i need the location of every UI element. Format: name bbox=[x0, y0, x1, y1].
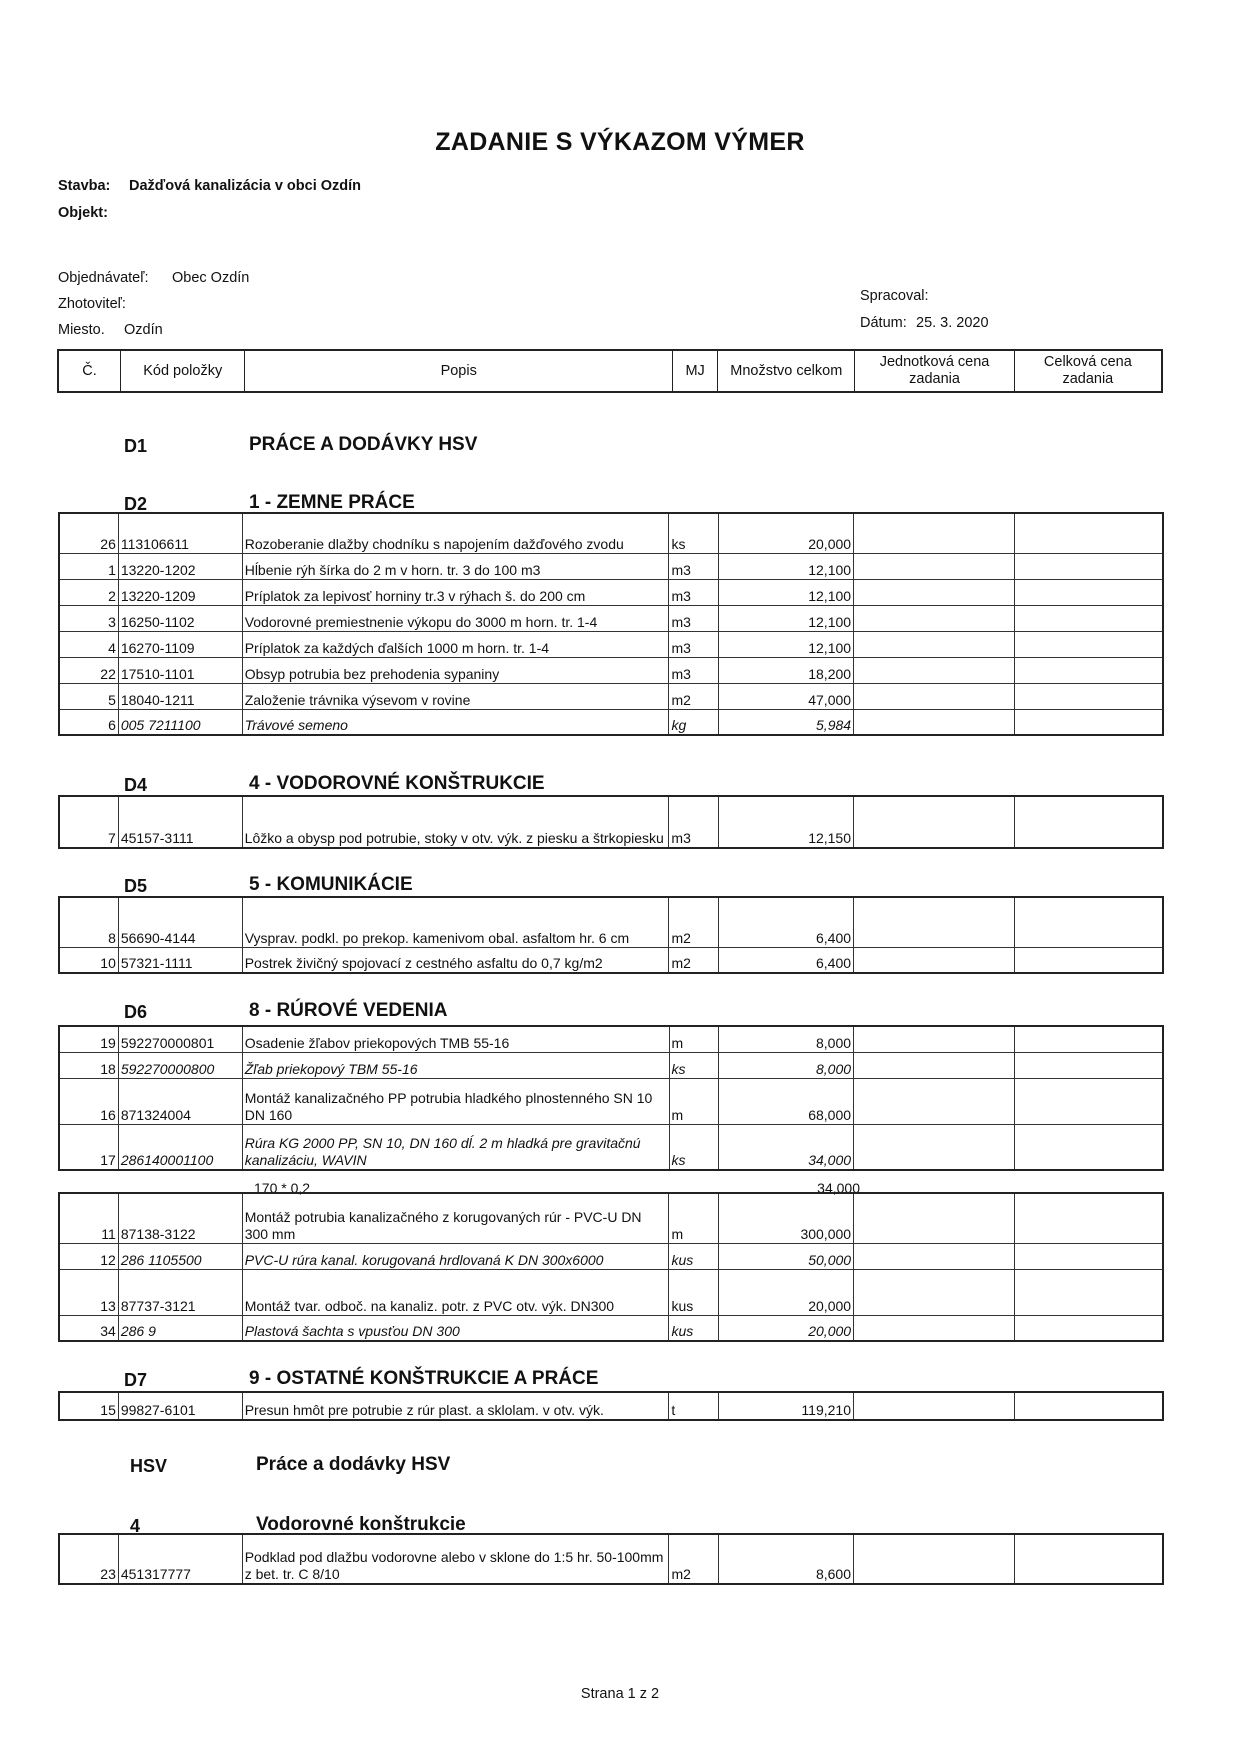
item-number: 34 bbox=[59, 1315, 118, 1341]
section-code: D7 bbox=[124, 1370, 148, 1390]
item-total-price bbox=[1015, 1392, 1163, 1420]
item-quantity: 47,000 bbox=[719, 683, 854, 709]
item-code: 87737-3121 bbox=[118, 1269, 242, 1315]
subcalc-text: 170 * 0,2 bbox=[254, 1180, 311, 1196]
item-description: Postrek živičný spojovací z cestného asfaltu do 0,7 kg/m2 bbox=[242, 947, 669, 973]
item-code: 87138-3122 bbox=[118, 1193, 242, 1243]
item-number: 18 bbox=[59, 1052, 118, 1078]
item-quantity: 6,400 bbox=[719, 897, 854, 947]
item-unit: m2 bbox=[669, 947, 719, 973]
item-number: 1 bbox=[59, 553, 118, 579]
item-unit: t bbox=[669, 1392, 719, 1420]
item-unit-price bbox=[854, 657, 1015, 683]
item-total-price bbox=[1015, 897, 1163, 947]
hsv4-code: 4 bbox=[130, 1516, 141, 1536]
item-unit-price bbox=[854, 513, 1015, 553]
item-number: 11 bbox=[59, 1193, 118, 1243]
item-description: Presun hmôt pre potrubie z rúr plast. a sklolam. v otv. výk. bbox=[242, 1392, 669, 1420]
item-unit: m3 bbox=[669, 796, 719, 848]
table-row bbox=[59, 1243, 1163, 1269]
item-total-price bbox=[1015, 553, 1163, 579]
item-quantity: 119,210 bbox=[719, 1392, 854, 1420]
item-number: 17 bbox=[59, 1124, 118, 1170]
item-total-price bbox=[1015, 605, 1163, 631]
section-code: D2 bbox=[124, 494, 148, 514]
item-total-price bbox=[1015, 1534, 1163, 1584]
objekt-label: Objekt: bbox=[58, 205, 108, 221]
item-unit: m bbox=[669, 1026, 719, 1052]
item-unit: kus bbox=[669, 1269, 719, 1315]
item-description: Príplatok za každých ďalších 1000 m horn. tr. 1-4 bbox=[242, 631, 669, 657]
section-code: D4 bbox=[124, 775, 148, 795]
section-name: 8 - RÚROVÉ VEDENIA bbox=[249, 1000, 448, 1021]
item-description: Obsyp potrubia bez prehodenia sypaniny bbox=[242, 657, 669, 683]
item-unit: ks bbox=[669, 513, 719, 553]
item-unit: ks bbox=[669, 1052, 719, 1078]
item-description: Lôžko a obysp pod potrubie, stoky v otv. výk. z piesku a štrkopiesku bbox=[242, 796, 669, 848]
table-row bbox=[59, 897, 1163, 947]
datum-value: 25. 3. 2020 bbox=[916, 315, 989, 331]
item-total-price bbox=[1015, 683, 1163, 709]
item-quantity: 12,100 bbox=[719, 553, 854, 579]
item-unit: m3 bbox=[669, 579, 719, 605]
table-row bbox=[59, 1269, 1163, 1315]
table-row bbox=[59, 1193, 1163, 1243]
item-unit-price bbox=[854, 1243, 1015, 1269]
zhotovitel-label: Zhotoviteľ: bbox=[58, 296, 126, 312]
miesto-value: Ozdín bbox=[124, 322, 163, 338]
table-row bbox=[59, 1052, 1163, 1078]
item-unit-price bbox=[853, 1392, 1014, 1420]
item-unit: m2 bbox=[669, 897, 719, 947]
item-total-price bbox=[1015, 631, 1163, 657]
miesto-label: Miesto. bbox=[58, 322, 105, 338]
table-row bbox=[59, 1078, 1163, 1124]
item-description: Vodorovné premiestnenie výkopu do 3000 m horn. tr. 1-4 bbox=[242, 605, 669, 631]
item-number: 10 bbox=[59, 947, 118, 973]
item-number: 3 bbox=[59, 605, 118, 631]
section-d5-table bbox=[58, 896, 1164, 974]
item-description: Žľab priekopový TBM 55-16 bbox=[242, 1052, 669, 1078]
item-unit: m bbox=[669, 1078, 719, 1124]
item-description: Založenie trávnika výsevom v rovine bbox=[242, 683, 669, 709]
table-row bbox=[59, 947, 1163, 973]
section-name: 9 - OSTATNÉ KONŠTRUKCIE A PRÁCE bbox=[249, 1368, 599, 1389]
col-c: Č. bbox=[58, 350, 121, 392]
section-d6-b-table bbox=[58, 1192, 1164, 1342]
item-quantity: 8,000 bbox=[719, 1026, 854, 1052]
subcalc-value: 34,000 bbox=[817, 1180, 860, 1196]
item-code: 113106611 bbox=[118, 513, 242, 553]
item-unit-price bbox=[854, 1026, 1015, 1052]
item-quantity: 50,000 bbox=[719, 1243, 854, 1269]
spracoval-label: Spracoval: bbox=[860, 288, 929, 304]
item-number: 12 bbox=[59, 1243, 118, 1269]
item-total-price bbox=[1015, 657, 1163, 683]
section-name: 5 - KOMUNIKÁCIE bbox=[249, 874, 413, 895]
item-description: Montáž tvar. odboč. na kanaliz. potr. z PVC otv. výk. DN300 bbox=[242, 1269, 669, 1315]
item-total-price bbox=[1015, 947, 1163, 973]
item-unit: kus bbox=[669, 1243, 719, 1269]
item-total-price bbox=[1015, 796, 1163, 848]
item-quantity: 12,100 bbox=[719, 631, 854, 657]
col-cc: Celková cena zadania bbox=[1014, 350, 1162, 392]
hsv4-table bbox=[58, 1533, 1164, 1585]
item-description: Montáž potrubia kanalizačného z korugovaných rúr - PVC-U DN 300 mm bbox=[242, 1193, 669, 1243]
item-code: 16270-1109 bbox=[118, 631, 242, 657]
item-total-price bbox=[1015, 709, 1163, 735]
item-unit-price bbox=[854, 1534, 1015, 1584]
item-unit: m bbox=[669, 1193, 719, 1243]
item-unit: m2 bbox=[669, 683, 719, 709]
table-row bbox=[59, 579, 1163, 605]
item-code: 286 1105500 bbox=[118, 1243, 242, 1269]
item-total-price bbox=[1015, 1124, 1163, 1170]
section-code: D6 bbox=[124, 1002, 148, 1022]
item-unit: kus bbox=[669, 1315, 719, 1341]
item-total-price bbox=[1015, 1269, 1163, 1315]
item-unit: m3 bbox=[669, 657, 719, 683]
d1-code: D1 bbox=[124, 436, 148, 456]
item-number: 8 bbox=[59, 897, 118, 947]
item-quantity: 34,000 bbox=[719, 1124, 854, 1170]
stavba-label: Stavba: bbox=[58, 178, 111, 194]
item-quantity: 5,984 bbox=[719, 709, 854, 735]
item-total-price bbox=[1015, 1193, 1163, 1243]
table-row bbox=[59, 683, 1163, 709]
item-code: 592270000801 bbox=[118, 1026, 242, 1052]
d1-name: PRÁCE A DODÁVKY HSV bbox=[249, 434, 478, 455]
item-unit-price bbox=[854, 947, 1015, 973]
item-quantity: 12,100 bbox=[719, 579, 854, 605]
table-row bbox=[59, 1124, 1163, 1170]
item-description: Plastová šachta s vpusťou DN 300 bbox=[242, 1315, 669, 1341]
table-row bbox=[59, 631, 1163, 657]
item-number: 15 bbox=[59, 1392, 118, 1420]
item-unit-price bbox=[854, 1269, 1015, 1315]
table-row bbox=[59, 1026, 1163, 1052]
item-description: Trávové semeno bbox=[242, 709, 669, 735]
item-description: Montáž kanalizačného PP potrubia hladkého plnostenného SN 10 DN 160 bbox=[242, 1078, 669, 1124]
item-unit: m3 bbox=[669, 553, 719, 579]
objednavatel-label: Objednávateľ: bbox=[58, 270, 149, 286]
col-mj: MJ bbox=[673, 350, 718, 392]
item-quantity: 8,600 bbox=[719, 1534, 854, 1584]
stavba-value: Dažďová kanalizácia v obci Ozdín bbox=[129, 178, 362, 194]
item-description: Hĺbenie rýh šírka do 2 m v horn. tr. 3 do 100 m3 bbox=[242, 553, 669, 579]
page-footer: Strana 1 z 2 bbox=[580, 1686, 660, 1702]
item-number: 23 bbox=[59, 1534, 118, 1584]
item-unit-price bbox=[854, 709, 1015, 735]
hsv-code: HSV bbox=[130, 1456, 168, 1476]
item-quantity: 20,000 bbox=[719, 1269, 854, 1315]
item-unit-price bbox=[854, 1193, 1015, 1243]
table-row bbox=[59, 796, 1163, 848]
section-d6-table bbox=[58, 1025, 1164, 1171]
table-row bbox=[59, 1392, 1163, 1420]
table-row bbox=[59, 1315, 1163, 1341]
item-code: 57321-1111 bbox=[118, 947, 242, 973]
item-total-price bbox=[1015, 1052, 1163, 1078]
table-row bbox=[59, 1534, 1163, 1584]
column-header bbox=[57, 349, 1163, 393]
item-quantity: 20,000 bbox=[719, 1315, 854, 1341]
item-code: 005 7211100 bbox=[118, 709, 242, 735]
item-code: 871324004 bbox=[118, 1078, 242, 1124]
item-code: 451317777 bbox=[118, 1534, 242, 1584]
item-unit-price bbox=[854, 1315, 1015, 1341]
item-number: 13 bbox=[59, 1269, 118, 1315]
item-code: 99827-6101 bbox=[118, 1392, 242, 1420]
item-number: 5 bbox=[59, 683, 118, 709]
col-jc: Jednotková cena zadania bbox=[855, 350, 1014, 392]
item-code: 13220-1202 bbox=[118, 553, 242, 579]
item-unit: m3 bbox=[669, 631, 719, 657]
document-title: ZADANIE S VÝKAZOM VÝMER bbox=[435, 128, 805, 156]
item-unit-price bbox=[854, 553, 1015, 579]
item-description: PVC-U rúra kanal. korugovaná hrdlovaná K DN 300x6000 bbox=[242, 1243, 669, 1269]
item-unit-price bbox=[854, 1124, 1015, 1170]
item-unit-price bbox=[854, 605, 1015, 631]
item-quantity: 8,000 bbox=[719, 1052, 854, 1078]
item-code: 17510-1101 bbox=[118, 657, 242, 683]
item-number: 2 bbox=[59, 579, 118, 605]
item-code: 18040-1211 bbox=[118, 683, 242, 709]
item-description: Osadenie žľabov priekopových TMB 55-16 bbox=[242, 1026, 669, 1052]
item-total-price bbox=[1015, 579, 1163, 605]
item-quantity: 12,150 bbox=[719, 796, 854, 848]
item-quantity: 20,000 bbox=[719, 513, 854, 553]
item-code: 56690-4144 bbox=[118, 897, 242, 947]
item-total-price bbox=[1015, 1243, 1163, 1269]
item-unit-price bbox=[854, 796, 1015, 848]
section-name: 4 - VODOROVNÉ KONŠTRUKCIE bbox=[249, 773, 545, 794]
item-unit-price bbox=[854, 631, 1015, 657]
hsv4-name: Vodorovné konštrukcie bbox=[256, 1514, 466, 1535]
item-unit-price bbox=[854, 683, 1015, 709]
section-d2-table bbox=[58, 512, 1164, 736]
objednavatel-value: Obec Ozdín bbox=[172, 270, 250, 286]
section-d4-table bbox=[58, 795, 1164, 849]
table-row bbox=[59, 553, 1163, 579]
item-code: 286140001100 bbox=[118, 1124, 242, 1170]
datum-label: Dátum: bbox=[860, 315, 907, 331]
item-code: 45157-3111 bbox=[118, 796, 242, 848]
item-number: 22 bbox=[59, 657, 118, 683]
item-number: 6 bbox=[59, 709, 118, 735]
item-unit-price bbox=[854, 579, 1015, 605]
item-quantity: 12,100 bbox=[719, 605, 854, 631]
item-number: 19 bbox=[59, 1026, 118, 1052]
item-description: Vysprav. podkl. po prekop. kamenivom obal. asfaltom hr. 6 cm bbox=[242, 897, 669, 947]
col-kod: Kód položky bbox=[121, 350, 245, 392]
item-quantity: 18,200 bbox=[719, 657, 854, 683]
item-description: Príplatok za lepivosť horniny tr.3 v rýhach š. do 200 cm bbox=[242, 579, 669, 605]
item-unit: m3 bbox=[669, 605, 719, 631]
item-total-price bbox=[1015, 1315, 1163, 1341]
item-description: Rozoberanie dlažby chodníku s napojením dažďového zvodu bbox=[242, 513, 669, 553]
item-description: Rúra KG 2000 PP, SN 10, DN 160 dĺ. 2 m hladká pre gravitačnú kanalizáciu, WAVIN bbox=[242, 1124, 669, 1170]
section-name: 1 - ZEMNE PRÁCE bbox=[249, 492, 415, 513]
item-number: 4 bbox=[59, 631, 118, 657]
item-description: Podklad pod dlažbu vodorovne alebo v sklone do 1:5 hr. 50-100mm z bet. tr. C 8/10 bbox=[242, 1534, 669, 1584]
item-quantity: 68,000 bbox=[719, 1078, 854, 1124]
item-quantity: 6,400 bbox=[719, 947, 854, 973]
col-mnozstvo: Množstvo celkom bbox=[718, 350, 855, 392]
item-number: 16 bbox=[59, 1078, 118, 1124]
item-unit: kg bbox=[669, 709, 719, 735]
item-total-price bbox=[1015, 1078, 1163, 1124]
item-unit-price bbox=[854, 1078, 1015, 1124]
item-unit: ks bbox=[669, 1124, 719, 1170]
item-total-price bbox=[1015, 1026, 1163, 1052]
hsv-name: Práce a dodávky HSV bbox=[256, 1454, 451, 1475]
item-total-price bbox=[1015, 513, 1163, 553]
item-number: 26 bbox=[59, 513, 118, 553]
item-code: 286 9 bbox=[118, 1315, 242, 1341]
item-code: 16250-1102 bbox=[118, 605, 242, 631]
col-popis: Popis bbox=[245, 350, 673, 392]
table-row bbox=[59, 513, 1163, 553]
item-number: 7 bbox=[59, 796, 118, 848]
table-row bbox=[59, 605, 1163, 631]
item-quantity: 300,000 bbox=[719, 1193, 854, 1243]
item-code: 13220-1209 bbox=[118, 579, 242, 605]
item-code: 592270000800 bbox=[118, 1052, 242, 1078]
table-row bbox=[59, 657, 1163, 683]
table-row bbox=[59, 709, 1163, 735]
item-unit-price bbox=[854, 1052, 1015, 1078]
item-unit-price bbox=[854, 897, 1015, 947]
item-unit: m2 bbox=[669, 1534, 719, 1584]
section-code: D5 bbox=[124, 876, 148, 896]
section-d7-table bbox=[58, 1391, 1164, 1421]
